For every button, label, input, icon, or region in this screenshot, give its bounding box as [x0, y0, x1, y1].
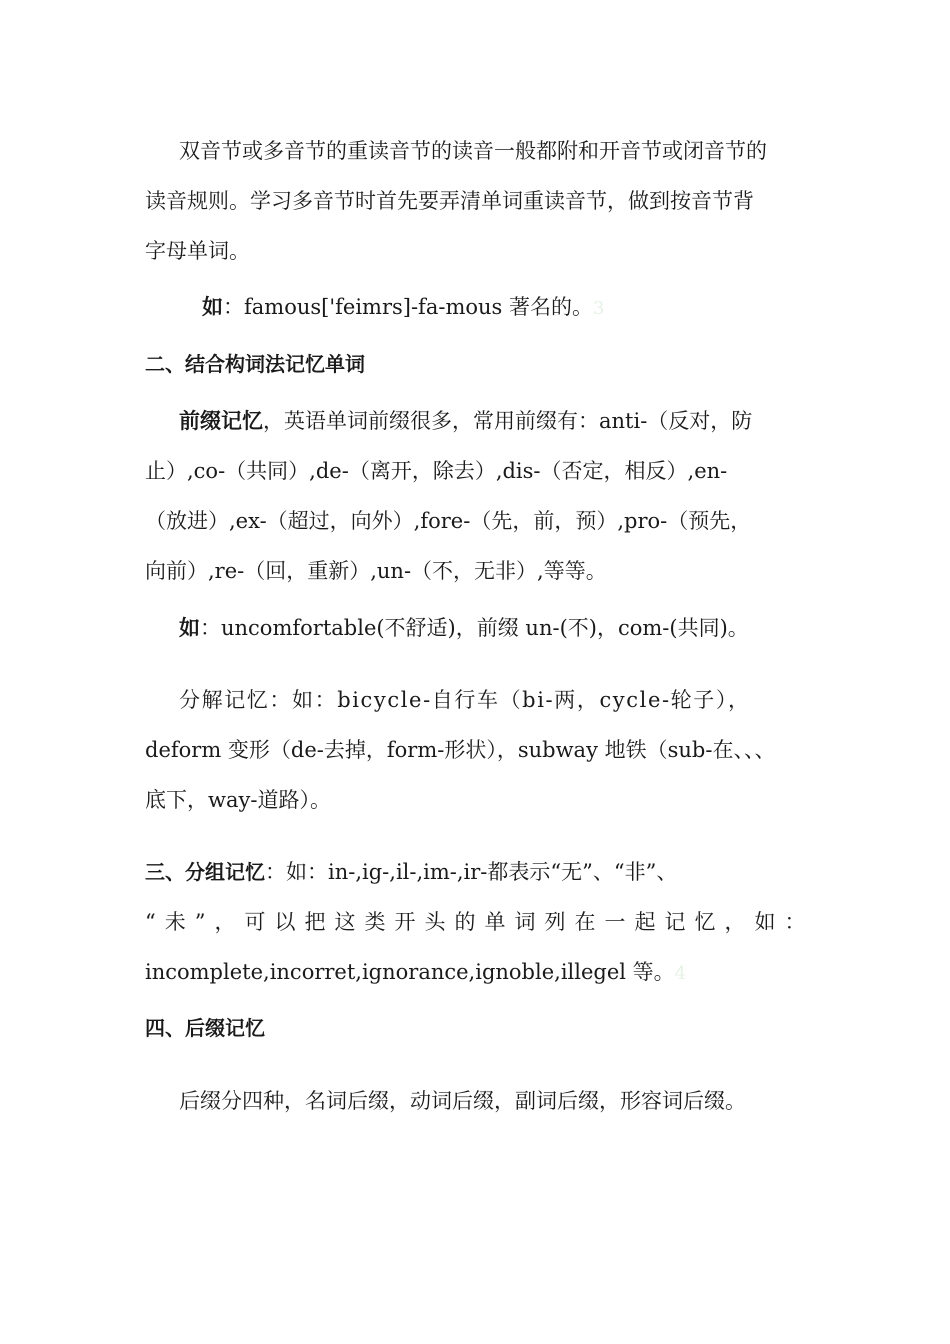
text-line	[145, 947, 810, 997]
paragraph-syllable-rule	[145, 126, 810, 276]
text-line	[145, 847, 810, 897]
text-line: 底下，way-道路）。	[145, 788, 331, 812]
text-line: “未”，可以把这类开头的单词列在一起记忆，如：	[145, 910, 815, 934]
text-line: 读音规则。学习多音节时首先要弄清单词重读音节，做到按音节背	[145, 189, 754, 213]
group-examples: incomplete,incorret,ignorance,ignoble,illegel 等。	[145, 960, 675, 984]
text-line: 分解记忆：如：bicycle-自行车（bi-两，cycle-轮子），	[179, 688, 751, 712]
text-line	[145, 282, 810, 332]
prefix-label: 前缀记忆	[179, 409, 263, 433]
text-line: 双音节或多音节的重读音节的读音一般都附和开音节或闭音节的	[179, 139, 767, 163]
paragraph-grouping	[145, 847, 815, 997]
text-line: 字母单词。	[145, 239, 250, 263]
watermark-number: 4	[674, 963, 687, 984]
text-line: 后缀分四种，名词后缀，动词后缀，副词后缀，形容词后缀。	[179, 1089, 746, 1113]
text-line: deform 变形（de-去掉，form-形状），subway 地铁（sub-在、、、	[145, 738, 776, 762]
paragraph-decomposition	[145, 675, 810, 825]
paragraph-prefix	[145, 396, 810, 596]
example-label: 如	[202, 295, 223, 319]
text-line: 止）,co-（共同）,de-（离开，除去）,dis-（否定，相反）,en-	[145, 459, 728, 483]
example-text: ：uncomfortable(不舒适)，前缀 un-(不)，com-(共同)。	[200, 616, 749, 640]
text-line	[145, 603, 810, 653]
group-label: 三、分组记忆	[145, 860, 265, 884]
example-label: 如	[179, 616, 200, 640]
prefix-text: ，英语单词前缀很多，常用前缀有：anti-（反对，防	[263, 409, 753, 433]
paragraph-example-uncomfortable	[145, 603, 810, 653]
text-line	[145, 396, 810, 446]
text-line: 向前）,re-（回，重新）,un-（不，无非）,等等。	[145, 559, 607, 583]
paragraph-example-famous	[145, 282, 810, 332]
heading-suffix	[145, 1003, 810, 1053]
text-line: （放进）,ex-（超过，向外）,fore-（先，前，预）,pro-（预先，	[145, 509, 752, 533]
section-heading: 二、结合构词法记忆单词	[145, 352, 365, 376]
group-text: ：如：in-,ig-,il-,im-,ir-都表示“无”、“非”、	[265, 860, 678, 884]
paragraph-suffix	[145, 1076, 810, 1126]
section-heading: 四、后缀记忆	[145, 1016, 265, 1040]
example-text: ：famous['feimrs]-fa-mous 著名的。	[223, 295, 593, 319]
watermark-number: 3	[592, 298, 605, 319]
heading-word-formation	[145, 339, 810, 389]
